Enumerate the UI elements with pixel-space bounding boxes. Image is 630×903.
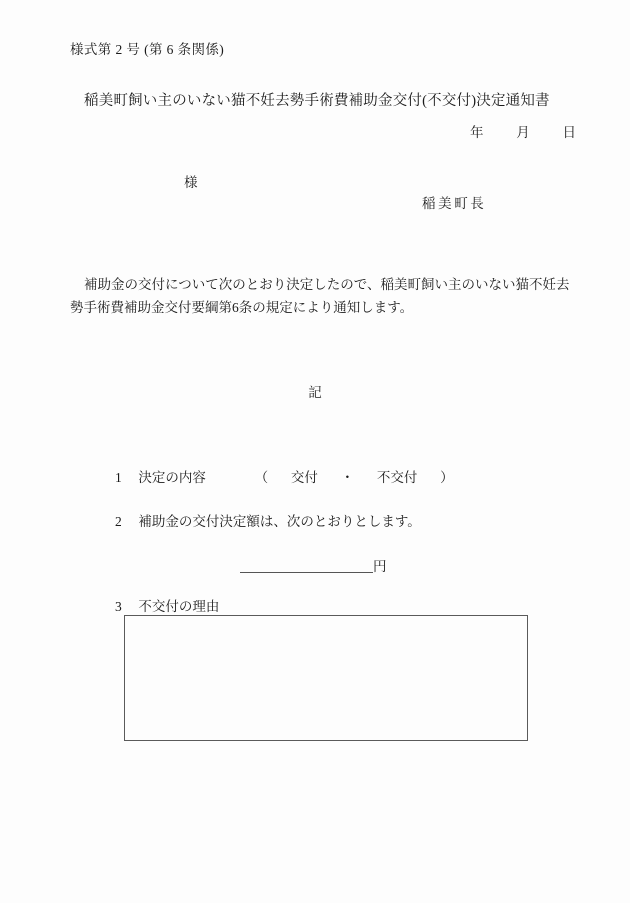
form-number: 様式第 2 号 (第 6 条関係)	[70, 42, 225, 57]
amount-input[interactable]	[240, 558, 373, 573]
option-no-grant[interactable]: 不交付	[376, 470, 418, 485]
body-paragraph: 補助金の交付について次のとおり決定したので、稲美町飼い主のいない猫不妊去勢手術費補助金交付要綱第6条の規定により通知します。	[70, 277, 570, 315]
item-decision-content	[115, 466, 454, 486]
amount-line	[240, 555, 387, 575]
option-grant[interactable]: 交付	[290, 470, 318, 485]
item-2-number: 2	[115, 514, 122, 529]
close-paren: ）	[440, 470, 454, 485]
date-month-label: 月	[516, 125, 530, 140]
signer-name: 稲美町長	[422, 196, 487, 211]
item-3-number: 3	[115, 599, 122, 614]
item-2-label: 補助金の交付決定額は、次のとおりとします。	[138, 514, 421, 529]
open-paren: （	[254, 470, 269, 485]
item-reason-for-non-grant	[115, 595, 219, 615]
reason-text-box[interactable]	[124, 615, 528, 741]
option-separator: ・	[340, 470, 355, 485]
document-title: 稲美町飼い主のいない猫不妊去勢手術費補助金交付(不交付)決定通知書	[84, 93, 550, 109]
ki-marker: 記	[308, 385, 322, 400]
date-day-label: 日	[562, 125, 576, 140]
item-1-number: 1	[115, 470, 122, 485]
amount-unit: 円	[373, 559, 387, 574]
date-line	[470, 121, 576, 141]
item-grant-amount	[115, 510, 421, 530]
item-1-label: 決定の内容	[138, 470, 206, 485]
addressee-honorific: 様	[184, 175, 198, 190]
item-3-label: 不交付の理由	[138, 599, 220, 614]
date-year-label: 年	[470, 125, 484, 140]
